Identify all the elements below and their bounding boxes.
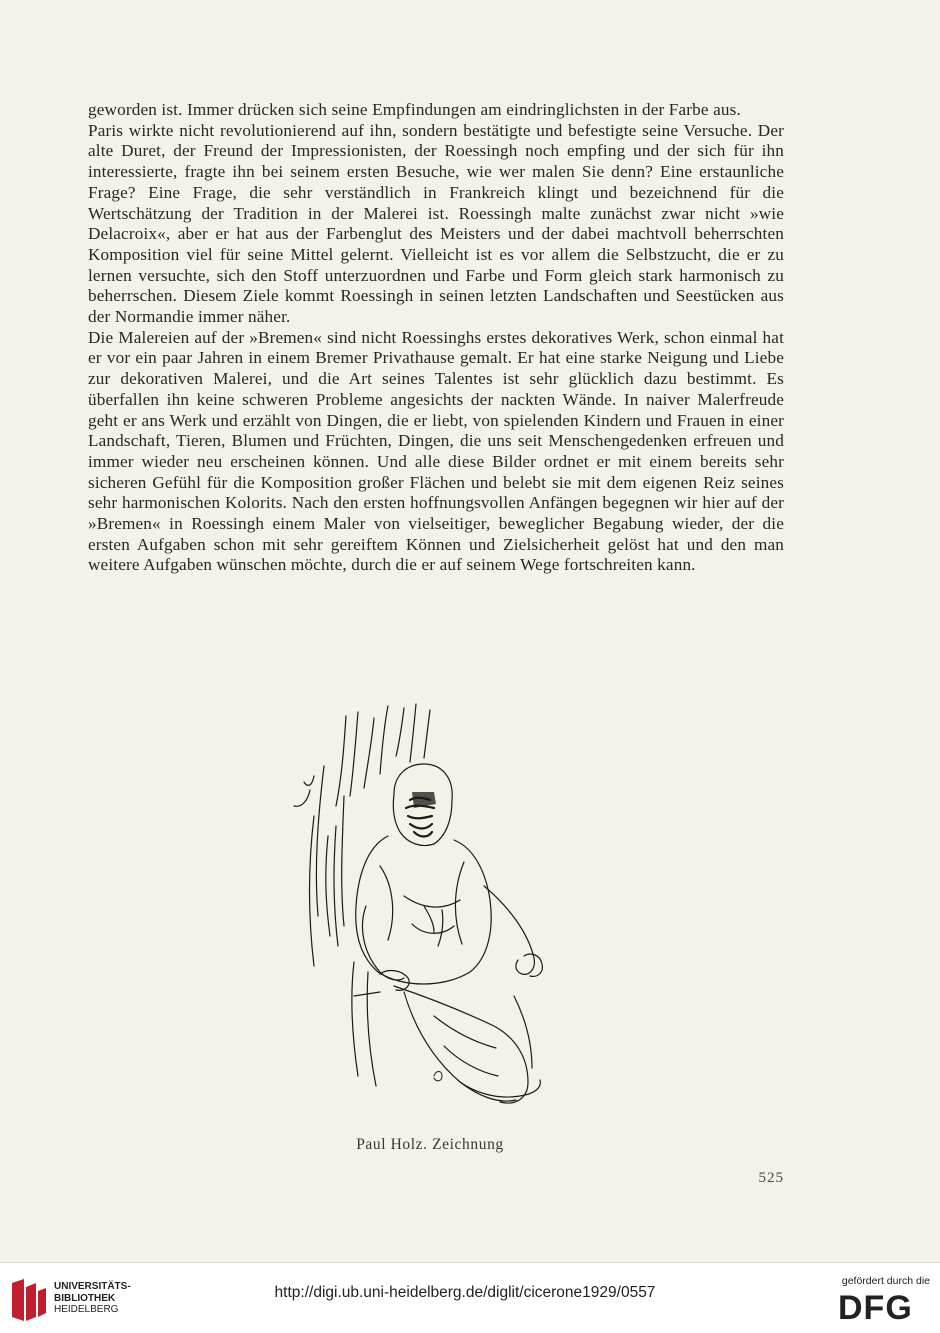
figure-sketch (284, 696, 614, 1120)
permalink-url[interactable]: http://digi.ub.uni-heidelberg.de/diglit/cicerone1929/0557 (274, 1284, 656, 1301)
arm-right (484, 886, 534, 974)
chair-outline (352, 962, 380, 1086)
page-number: 525 (758, 1170, 784, 1186)
paragraph: Die Malereien auf der »Bremen« sind nicht Roessinghs erstes dekoratives Werk, schon einmal hat er vor ein paar Jahren in einem Bremer Privathause gemalt. Er hat eine starke Neigung und Liebe zur dekorativen Malerei, und die Art seines Talentes ist sehr glücklich dazu bestimmt. Es überfallen ihn keine schweren Probleme angesichts der nackten Wände. In naiver Malerfreude geht er ans Werk und erzählt von Dingen, die er liebt, von spielenden Kindern und Frauen in einer Landschaft, Tieren, Blumen und Früchten, Dingen, die uns seit Menschengedenken erfreuen und immer wieder neu erscheinen können. Und alle diese Bilder ordnet er mit einem bereits sehr sicheren Gefühl für die Komposition großer Flächen und belebt sie mit dem eigenen Reiz seines sehr harmonischen Kolorits. Nach den ersten hoffnungsvollen Anfängen begegnen wir hier auf der »Bremen« in Roessingh einem Maler von vielseitiger, beweglicher Begabung wieder, der die ersten Aufgaben schon mit sehr gereiftem Können und Zielsicherheit gelöst hat und den man weitere Aufgaben wünschen möchte, durch die er auf seinem Wege fortschreiten kann. (88, 327, 784, 575)
leg-outline (404, 992, 516, 1101)
university-library-name (54, 1281, 131, 1316)
leg-detail (434, 996, 532, 1076)
viewer-footer (0, 1262, 940, 1333)
figure-caption: Paul Holz. Zeichnung (356, 1136, 504, 1153)
paragraph: geworden ist. Immer drücken sich seine Empfindungen am eindringlichsten in der Farbe aus. (88, 100, 741, 119)
hatch-stroke (326, 796, 344, 946)
university-library-logo-icon (10, 1277, 48, 1323)
funder-label: gefördert durch die (841, 1275, 930, 1287)
signature-mark (434, 1072, 442, 1081)
paragraph: Paris wirkte nicht revolutionierend auf ihn, sondern bestätigte und befestigte seine Versuche. Der alte Duret, der Freund der Impressionisten, der Roessingh noch empfing und der sich für ihn interessierte, fragte ihn bei seinem ersten Besuche, wie wer malen Sie denn? Eine erstaunliche Frage? Eine Frage, die sehr verständlich in Frankreich klingt und bezeichnend für die Wertschätzung der Tradition in der Malerei ist. Roessingh malte zunächst zwar nicht »wie Delacroix«, aber er hat aus der Farbenglut des Meisters und der dabei machtvoll beherrschten Komposition viel für seine Mittel gelernt. Vielleicht ist es vor allem die Selbstzucht, die er zu lernen versuchte, sich den Stoff unterzuordnen und Farbe und Form gleich stark harmonisch zu beherrschen. Diesem Ziele kommt Roessingh in seinen letzten Landschaften und Seestücken aus der Normandie immer näher. (88, 120, 784, 327)
hatch-stroke (294, 766, 324, 966)
torso-detail (380, 862, 464, 944)
torso-outline (356, 836, 491, 984)
library-line: HEIDELBERG (54, 1304, 119, 1315)
arm-left (362, 906, 404, 980)
dfg-logo: DFG (838, 1289, 913, 1327)
torso-detail (424, 906, 443, 946)
article-body (88, 100, 784, 576)
hatch-stroke (336, 704, 430, 806)
library-line: UNIVERSITÄTS- (54, 1281, 131, 1292)
library-line: BIBLIOTHEK (54, 1292, 116, 1304)
hand-right (524, 954, 542, 976)
leg-outline (394, 986, 528, 1103)
face-shading (412, 792, 436, 808)
